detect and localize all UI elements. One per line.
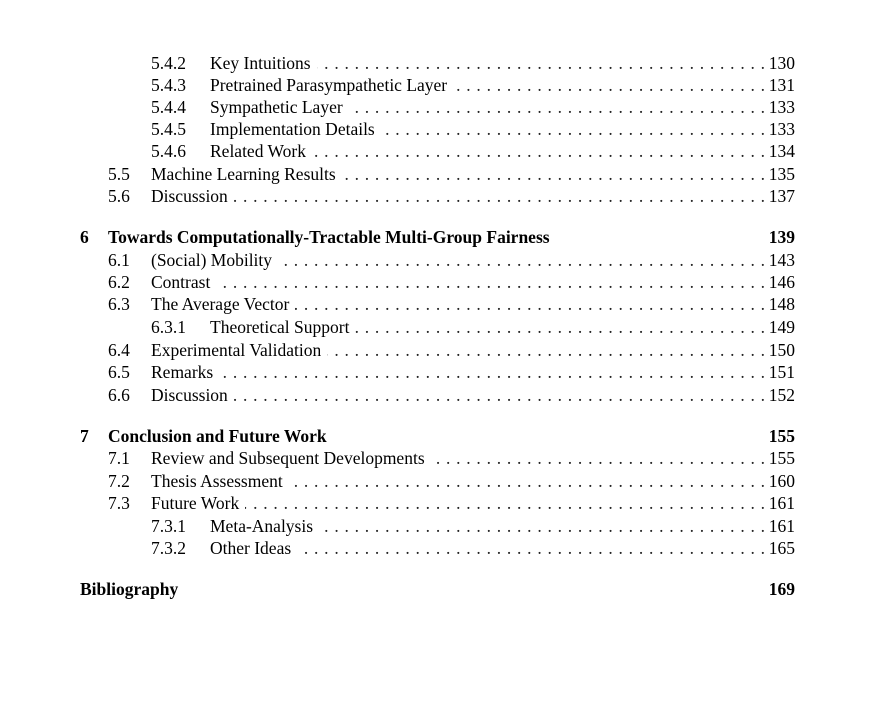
toc-page-number[interactable]: 133 [765, 96, 795, 118]
toc-entry-number: 7.2 [108, 471, 130, 491]
toc-entry-title[interactable]: Conclusion and Future Work [108, 425, 333, 447]
toc-entry-title[interactable]: Theoretical Support [210, 316, 355, 338]
toc-entry-title[interactable]: Sympathetic Layer [210, 96, 349, 118]
toc-entry-title[interactable]: Meta-Analysis [210, 515, 319, 537]
toc-page-number[interactable]: 149 [765, 316, 795, 338]
toc-page-number[interactable]: 130 [765, 52, 795, 74]
toc-page-number[interactable]: 152 [765, 384, 795, 406]
toc-section-entry[interactable] [0, 163, 883, 185]
toc-page-number[interactable]: 146 [765, 271, 795, 293]
toc-page-number[interactable]: 134 [765, 140, 795, 162]
toc-section-entry[interactable] [0, 515, 883, 537]
toc-section-entry[interactable] [0, 316, 883, 338]
toc-entry-title[interactable]: Other Ideas [210, 537, 297, 559]
toc-page-number[interactable]: 150 [765, 339, 795, 361]
toc-section-entry[interactable] [0, 339, 883, 361]
toc-entry-title[interactable]: Discussion [151, 384, 234, 406]
toc-entry-number: 5.4.3 [151, 75, 186, 95]
toc-section-entry[interactable] [0, 271, 883, 293]
toc-section-entry[interactable] [0, 74, 883, 96]
toc-entry-title[interactable]: Towards Computationally-Tractable Multi-Group Fairness [108, 226, 556, 248]
toc-section-entry[interactable] [0, 447, 883, 469]
toc-entry-number: 7 [80, 426, 89, 446]
toc-chapter-entry[interactable] [0, 226, 883, 248]
toc-entry-number: 5.6 [108, 186, 130, 206]
toc-entry-title[interactable]: (Social) Mobility [151, 249, 278, 271]
toc-entry-number: 7.1 [108, 448, 130, 468]
dot-leader [151, 185, 765, 207]
toc-section-entry[interactable] [0, 140, 883, 162]
toc-page-number[interactable]: 143 [765, 249, 795, 271]
toc-entry-number: 6.5 [108, 362, 130, 382]
toc-entry-number: 5.4.5 [151, 119, 186, 139]
toc-page-number[interactable]: 155 [765, 447, 795, 469]
toc-entry-number: 6.2 [108, 272, 130, 292]
toc-entry-number: 6 [80, 227, 89, 247]
toc-page-number[interactable]: 131 [765, 74, 795, 96]
toc-section-entry[interactable] [0, 118, 883, 140]
toc-entry-number: 6.1 [108, 250, 130, 270]
toc-entry-title[interactable]: Key Intuitions [210, 52, 317, 74]
dot-leader [151, 361, 765, 383]
toc-entry-title[interactable]: Machine Learning Results [151, 163, 342, 185]
toc-section-entry[interactable] [0, 361, 883, 383]
toc-entry-title[interactable]: Thesis Assessment [151, 470, 289, 492]
toc-section-entry[interactable] [0, 293, 883, 315]
toc-entry-title[interactable]: Contrast [151, 271, 216, 293]
toc-section-entry[interactable] [0, 537, 883, 559]
toc-entry-number: 7.3.1 [151, 516, 186, 536]
toc-page-number[interactable]: 161 [765, 515, 795, 537]
toc-page-number[interactable]: 160 [765, 470, 795, 492]
toc-section-entry[interactable] [0, 96, 883, 118]
toc-section-entry[interactable] [0, 492, 883, 514]
dot-leader [151, 384, 765, 406]
toc-entry-number: 5.4.6 [151, 141, 186, 161]
toc-page-number[interactable]: 139 [765, 226, 795, 248]
toc-section-entry[interactable] [0, 52, 883, 74]
toc-page-number[interactable]: 135 [765, 163, 795, 185]
toc-chapter-entry[interactable] [0, 578, 883, 600]
toc-entry-number: 5.4.4 [151, 97, 186, 117]
toc-page-number[interactable]: 165 [765, 537, 795, 559]
toc-entry-title[interactable]: Future Work [151, 492, 245, 514]
toc-entry-title[interactable]: Related Work [210, 140, 312, 162]
toc-entry-number: 5.5 [108, 164, 130, 184]
toc-entry-title[interactable]: Experimental Validation [151, 339, 327, 361]
toc-entry-title[interactable]: The Average Vector [151, 293, 295, 315]
toc-entry-number: 7.3.2 [151, 538, 186, 558]
toc-page-number[interactable]: 155 [765, 425, 795, 447]
toc-page-number[interactable]: 161 [765, 492, 795, 514]
toc-page-number[interactable]: 137 [765, 185, 795, 207]
toc-entry-title[interactable]: Implementation Details [210, 118, 381, 140]
toc-entry-number: 6.6 [108, 385, 130, 405]
dot-leader [151, 271, 765, 293]
toc-section-entry[interactable] [0, 470, 883, 492]
toc-page-number[interactable]: 148 [765, 293, 795, 315]
toc-section-entry[interactable] [0, 249, 883, 271]
toc-section-entry[interactable] [0, 185, 883, 207]
toc-entry-title[interactable]: Discussion [151, 185, 234, 207]
toc-entry-title[interactable]: Review and Subsequent Developments [151, 447, 431, 469]
toc-chapter-entry[interactable] [0, 425, 883, 447]
toc-entry-number: 6.4 [108, 340, 130, 360]
toc-page-number[interactable]: 151 [765, 361, 795, 383]
toc-page-number[interactable]: 133 [765, 118, 795, 140]
toc-page-number[interactable]: 169 [765, 578, 795, 600]
toc-entry-number: 5.4.2 [151, 53, 186, 73]
toc-entry-number: 6.3 [108, 294, 130, 314]
toc-entry-title[interactable]: Pretrained Parasympathetic Layer [210, 74, 453, 96]
toc-entry-title[interactable]: Bibliography [80, 578, 184, 600]
toc-entry-title[interactable]: Remarks [151, 361, 219, 383]
toc-entry-number: 7.3 [108, 493, 130, 513]
toc-entry-number: 6.3.1 [151, 317, 186, 337]
toc-section-entry[interactable] [0, 384, 883, 406]
